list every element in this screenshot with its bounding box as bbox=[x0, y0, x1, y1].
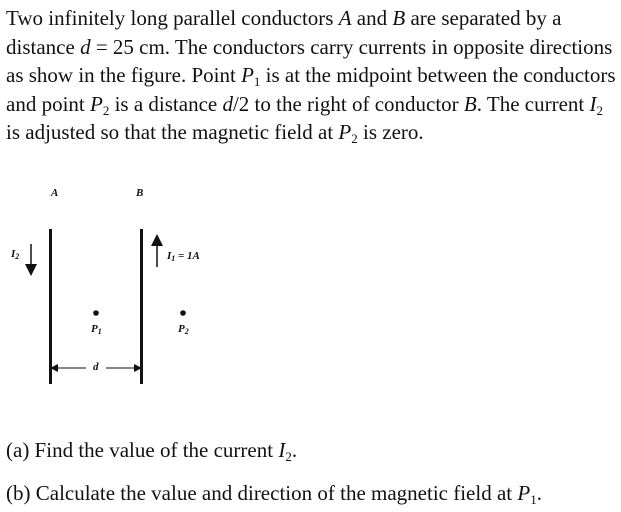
conductor-figure bbox=[0, 180, 260, 395]
label-p2-text: P bbox=[178, 323, 185, 335]
point-p2-dot bbox=[180, 310, 186, 316]
conductor-b-ref: B bbox=[463, 91, 477, 116]
text-run: is at the midpoint between the conductors and point bbox=[6, 63, 616, 116]
subscript: 1 bbox=[171, 254, 176, 263]
conductor-a-ref: A bbox=[338, 6, 352, 30]
subscript: 1 bbox=[253, 74, 261, 90]
label-d: d bbox=[93, 361, 99, 373]
current-symbol: I bbox=[278, 438, 286, 462]
problem-text bbox=[6, 4, 616, 147]
label-p2 bbox=[178, 323, 189, 335]
subscript: 2 bbox=[15, 252, 20, 261]
text-run: . bbox=[291, 438, 298, 462]
conductor-a-line bbox=[49, 229, 52, 384]
conductor-b-line bbox=[140, 229, 143, 384]
point-symbol: P bbox=[338, 120, 352, 145]
text-run: /2 to the right of conductor bbox=[232, 91, 464, 116]
subscript: 2 bbox=[285, 449, 292, 464]
label-p1-text: P bbox=[91, 323, 98, 335]
text-run: . The current bbox=[476, 91, 590, 116]
distance-symbol: d bbox=[222, 91, 233, 116]
subscript: 2 bbox=[184, 327, 189, 336]
subscript: 1 bbox=[97, 327, 102, 336]
label-p1 bbox=[91, 323, 102, 335]
text-run: are separated by a distance bbox=[6, 6, 562, 59]
question-a bbox=[6, 438, 297, 463]
text-run: and bbox=[351, 6, 393, 30]
text-run: is a distance bbox=[109, 91, 223, 116]
label-a: A bbox=[51, 187, 59, 199]
subscript: 2 bbox=[351, 131, 358, 147]
label-i1 bbox=[167, 250, 200, 262]
problem-statement bbox=[6, 4, 616, 147]
label-b: B bbox=[136, 187, 144, 199]
text-run: . bbox=[536, 481, 542, 505]
point-p1-dot bbox=[93, 310, 99, 316]
question-b bbox=[6, 481, 542, 506]
label-i1-value: = 1A bbox=[175, 250, 200, 262]
conductor-b-ref: B bbox=[392, 6, 406, 30]
text-run: is adjusted so that the magnetic field at bbox=[6, 120, 339, 145]
label-i2 bbox=[11, 248, 19, 260]
subscript: 2 bbox=[102, 102, 110, 118]
label-i1-text: I bbox=[167, 250, 172, 262]
text-run: is zero. bbox=[357, 120, 424, 145]
point-symbol: P bbox=[517, 481, 531, 505]
current-symbol: I bbox=[589, 91, 597, 116]
point-symbol: P bbox=[241, 63, 254, 88]
figure-graphic bbox=[0, 180, 260, 395]
text-run: = 25 cm. The conductors carry currents in opposite directions as show in the figure. Point bbox=[6, 34, 613, 88]
subscript: 1 bbox=[530, 492, 537, 507]
point-symbol: P bbox=[90, 91, 103, 116]
label-i2-text: I bbox=[11, 248, 16, 260]
text-run: Two infinitely long parallel conductors bbox=[6, 6, 339, 30]
text-run: (a) Find the value of the current bbox=[6, 438, 279, 462]
text-run: (b) Calculate the value and direction of the magnetic field at bbox=[6, 481, 518, 505]
distance-symbol: d bbox=[80, 34, 91, 59]
subscript: 2 bbox=[596, 102, 603, 118]
